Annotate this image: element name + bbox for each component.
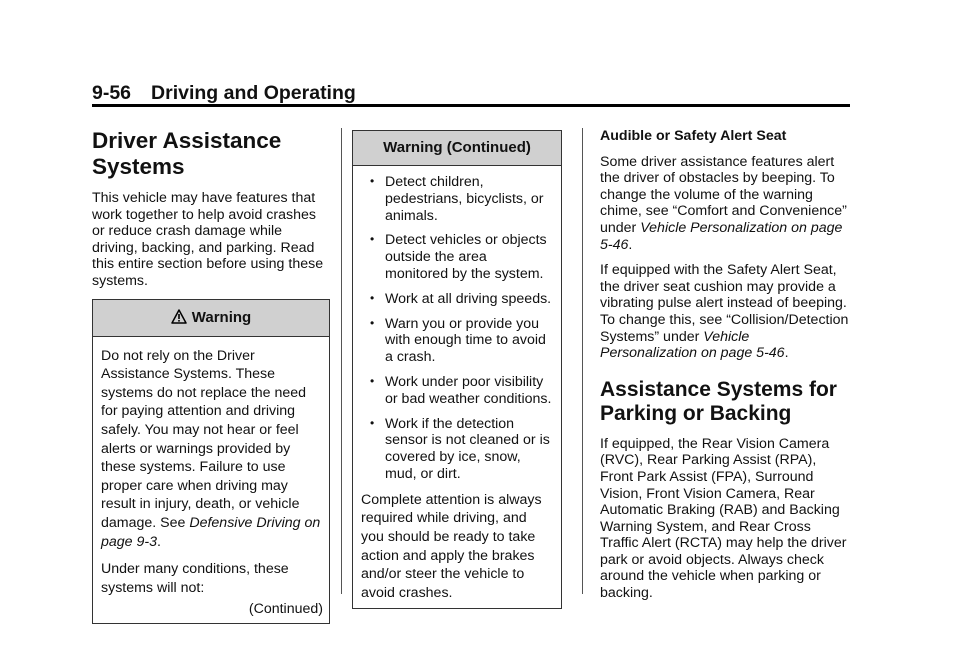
cross-reference-vehicle-personalization[interactable]: Vehicle Personalization on page 5-46 — [600, 328, 785, 362]
warning-triangle-icon — [171, 300, 187, 336]
section-title-parking-backing: Assistance Systems for Parking or Backing — [600, 377, 837, 425]
warning-body — [93, 337, 329, 624]
column-3 — [600, 128, 850, 611]
warning-continued-box — [352, 130, 562, 609]
bullet-text: Work if the detection sensor is not cleaned or is covered by ice, snow, mud, or dirt. — [385, 415, 550, 482]
cross-reference-vehicle-personalization[interactable]: Vehicle Personalization on page 5-46 — [600, 219, 843, 253]
chapter-title: Driving and Operating — [151, 82, 356, 104]
bullet-text: Work at all driving speeds. — [385, 290, 552, 307]
bullet-text: Detect children, pedestrians, bicyclists, or animals. — [385, 174, 544, 224]
list-item — [361, 232, 553, 282]
intro-paragraph: This vehicle may have features that work together to help avoid crashes or reduce crash damage while driving, backing, and parking. Read this entire section before using these systems. — [92, 190, 324, 289]
cross-reference-defensive-driving[interactable]: Defensive Driving on page 9-3 — [101, 514, 321, 550]
column-1 — [92, 128, 330, 624]
warning-box — [92, 299, 330, 625]
warning-heading: Warning — [191, 308, 252, 326]
column-divider-2 — [582, 128, 583, 594]
warning-continued-header: Warning (Continued) — [353, 131, 561, 166]
column-divider-1 — [341, 128, 342, 594]
punctuation: . — [784, 345, 789, 362]
column-2 — [352, 130, 562, 609]
subheading-alert-seat: Audible or Safety Alert Seat — [600, 128, 787, 144]
warning-bullet-list — [361, 174, 553, 483]
warning-paragraph-1 — [101, 347, 321, 552]
warning-closing-paragraph: Complete attention is always required while driving, and you should be ready to take action and apply the brakes and/or steer the vehicle to avoid crashes. — [361, 491, 542, 601]
list-item — [361, 374, 553, 408]
list-item — [361, 316, 553, 366]
bullet-text: Warn you or provide you with enough time to avoid a crash. — [385, 315, 546, 366]
punctuation: . — [157, 533, 161, 550]
bullet-icon: • — [370, 290, 375, 305]
bullet-text: Work under poor visibility or bad weather conditions. — [385, 373, 552, 407]
list-item — [361, 291, 553, 308]
bullet-icon: • — [370, 373, 375, 388]
section-title-driver-assistance: Driver Assistance Systems — [92, 128, 282, 179]
continued-label: (Continued) — [248, 601, 323, 618]
list-item — [361, 174, 553, 224]
bullet-icon: • — [370, 174, 375, 188]
warning-paragraph-2: Under many conditions, these systems will not: — [101, 561, 289, 596]
paragraph-text: If equipped with the Safety Alert Seat, the driver seat cushion may provide a vibrating pulse alert instead of beeping. To change this, see “Collision/Detection Systems” under — [600, 262, 849, 345]
parking-paragraph: If equipped, the Rear Vision Camera (RVC), Rear Parking Assist (RPA), Front Park Assist (FPA), Surround Vision, Front Vision Camera, Rear Automatic Braking (RAB) and Backing Warning System, and Rear Cross Traffic Alert (RCTA) may help the driver park or avoid objects. Always check around the vehicle when parking or backing. — [600, 435, 847, 602]
alert-paragraph-1 — [600, 154, 850, 254]
warning-text: Do not rely on the Driver Assistance Systems. These systems do not replace the need for paying attention and driving safely. You may not hear or feel alerts or warnings provided by these systems. Failure to use proper care when driving may result in injury, death, or vehicle damage. See — [101, 347, 307, 531]
page-header — [92, 82, 356, 105]
warning-continued-body — [353, 166, 561, 608]
warning-header — [93, 300, 329, 337]
bullet-text: Detect vehicles or objects outside the area monitored by the system. — [385, 232, 547, 282]
alert-paragraph-2 — [600, 262, 850, 362]
list-item — [361, 416, 553, 483]
bullet-icon: • — [370, 315, 375, 330]
header-rule — [92, 104, 850, 107]
punctuation: . — [628, 236, 633, 253]
paragraph-text: Some driver assistance features alert the driver of obstacles by beeping. To change the volume of the warning chime, see “Comfort and Convenience” under — [600, 153, 847, 236]
bullet-icon: • — [370, 415, 375, 430]
bullet-icon: • — [370, 232, 375, 247]
page-number: 9-56 — [92, 82, 132, 104]
